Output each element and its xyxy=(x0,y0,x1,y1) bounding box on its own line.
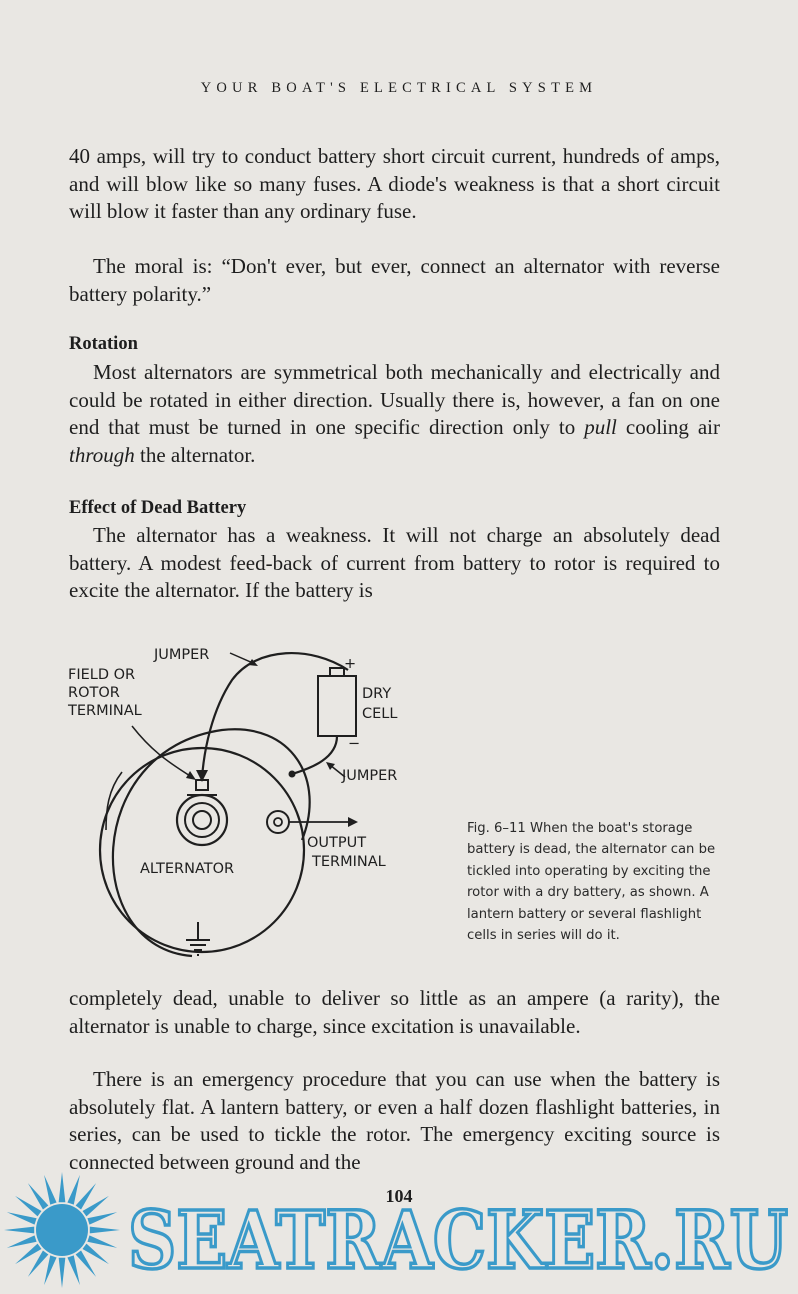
output-terminal-center xyxy=(274,818,282,826)
output-terminal-ring xyxy=(267,811,289,833)
page-number: 104 xyxy=(385,1186,413,1206)
label-field-or: FIELD OR xyxy=(68,667,136,683)
alternator-diagram xyxy=(62,640,422,970)
heading-rotation: Rotation xyxy=(69,334,138,354)
label-terminal: TERMINAL xyxy=(68,703,142,719)
sun-ray-icon xyxy=(7,1235,37,1248)
paragraph-completely-dead: completely dead, unable to deliver so little as an ampere (a rarity), the alternator is unable to charge, since excitation is unavailable. xyxy=(69,986,720,1038)
sun-ray-icon xyxy=(90,1227,120,1234)
alternator-rim-shading xyxy=(106,772,122,830)
rotor-hub-inner xyxy=(193,811,211,829)
dry-cell-body xyxy=(318,676,356,736)
sun-ray-icon xyxy=(67,1175,80,1205)
sun-ray-icon xyxy=(4,1227,34,1234)
paragraph-moral: The moral is: “Don't ever, but ever, connect an alternator with reverse battery polarity.” xyxy=(69,254,720,306)
paragraph-dead-battery: The alternator has a weakness. It will not charge an absolutely dead battery. A modest feed-back of current from battery to rotor is required to excite the alternator. If the battery is xyxy=(69,523,720,602)
sun-ray-icon xyxy=(7,1212,37,1225)
dry-cell-minus-sign: − xyxy=(348,736,361,752)
field-terminal-leader-arrow xyxy=(186,771,196,780)
watermark xyxy=(0,1170,798,1294)
sun-ray-icon xyxy=(44,1255,57,1285)
label-alternator: ALTERNATOR xyxy=(140,861,235,877)
sun-ray-icon xyxy=(67,1255,80,1285)
label-cell: CELL xyxy=(362,706,398,722)
label-output-terminal: TERMINAL xyxy=(312,854,386,870)
sun-ray-icon xyxy=(44,1175,57,1205)
label-dry: DRY xyxy=(362,686,392,702)
sun-ray-icon xyxy=(59,1258,66,1288)
heading-dead-battery: Effect of Dead Battery xyxy=(69,498,247,518)
rotor-hub-middle xyxy=(185,803,219,837)
output-terminal-arrow xyxy=(348,817,358,827)
label-output: OUTPUT xyxy=(307,835,367,851)
dry-cell-positive-cap xyxy=(330,668,344,676)
sun-logo-icon xyxy=(4,1172,120,1288)
housing-contact-point xyxy=(289,771,296,778)
sun-ray-icon xyxy=(87,1212,117,1225)
paragraph-emergency: There is an emergency procedure that you can use when the battery is absolutely flat. A lantern battery, or even a half dozen flashlight batteries, in series, can be used to tickle the rotor. The emergency exciting source is connected between ground and the xyxy=(69,1067,720,1174)
sun-ray-icon xyxy=(59,1172,66,1202)
paragraph-diode-weakness: 40 amps, will try to conduct battery short circuit current, hundreds of amps, and will blow like so many fuses. A diode's weakness is that a short circuit will blow it faster than any ordinary fuse. xyxy=(69,144,720,223)
watermark-text: SEATRACKER.RU xyxy=(128,1193,788,1287)
label-rotor: ROTOR xyxy=(68,685,120,701)
label-jumper-right: JUMPER xyxy=(342,768,398,784)
running-head: YOUR BOAT'S ELECTRICAL SYSTEM xyxy=(200,80,598,96)
dry-cell-plus-sign: + xyxy=(344,656,357,672)
paragraph-rotation: Most alternators are symmetrical both mechanically and electrically and could be rotated in either direction. Usually there is, however, a fan on one end that must be turned in one specific direction only to pull cooling air through the alternator. xyxy=(69,360,720,467)
figure-caption: Fig. 6–11 When the boat's storage battery is dead, the alternator can be tickled into operating by exciting the rotor with a dry battery, as shown. A lantern battery or several flashlight cells in series will do it. xyxy=(467,821,716,944)
label-jumper-top: JUMPER xyxy=(154,647,210,663)
sun-ray-icon xyxy=(87,1235,117,1248)
